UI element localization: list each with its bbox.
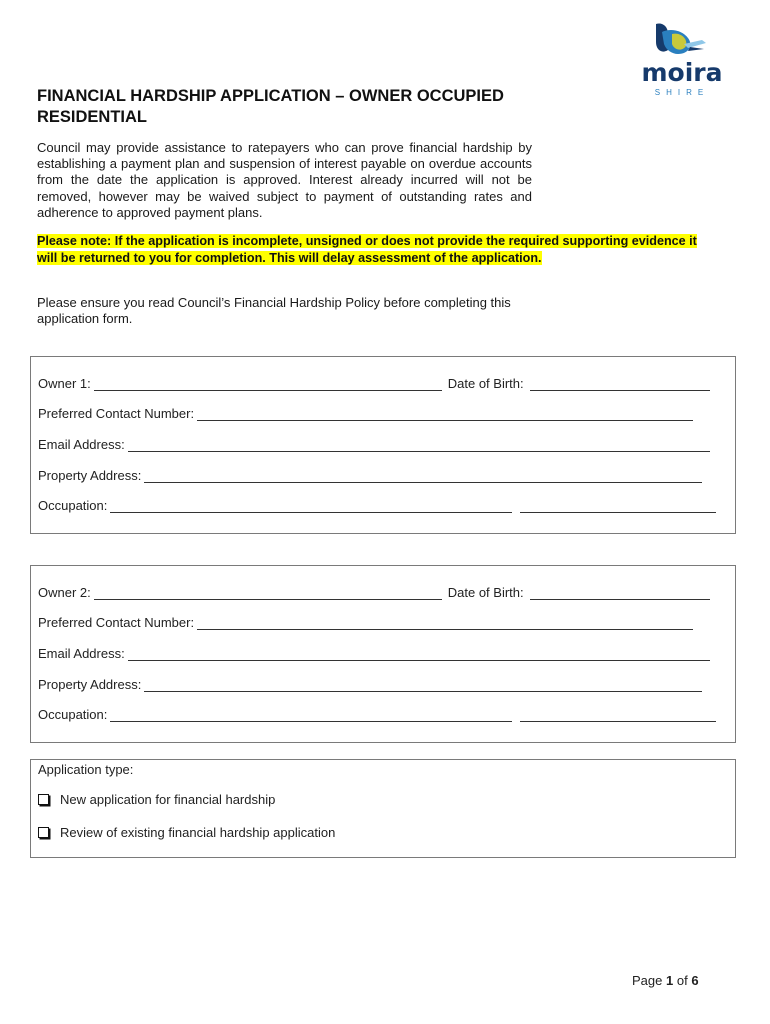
occupation-label: Occupation: [38,707,108,722]
page-title: FINANCIAL HARDSHIP APPLICATION – OWNER OCCUPIED RESIDENTIAL [37,87,504,126]
important-note [37,233,712,267]
email-row [38,643,710,661]
address-row [38,465,702,483]
occupation-field-extra[interactable] [520,709,716,722]
option-label: Review of existing financial hardship application [60,825,336,840]
owner-1-section [30,356,736,534]
owner-name-row [38,582,710,600]
checkbox-icon[interactable] [38,827,49,838]
page-prefix: Page [632,973,663,988]
phone-row [38,612,693,630]
policy-reminder: Please ensure you read Council’s Financial Hardship Policy before completing this application form. [37,295,511,327]
phone-field[interactable] [197,408,693,421]
page-current: 1 [666,973,674,988]
phone-label: Preferred Contact Number: [38,615,195,630]
phone-label: Preferred Contact Number: [38,406,195,421]
logo-wordmark: moira [641,58,723,87]
occupation-row [38,495,716,513]
owner-name-field[interactable] [94,587,442,600]
owner-name-field[interactable] [94,378,442,391]
moira-bird-logo-icon [632,20,732,62]
option-new-application[interactable] [38,792,275,807]
owner-name-label: Owner 2: [38,585,91,600]
application-type-section [30,759,736,858]
owner-2-section [30,565,736,743]
address-label: Property Address: [38,677,142,692]
email-label: Email Address: [38,646,125,661]
logo-subtitle: SHIRE [654,88,710,97]
phone-row [38,403,693,421]
dob-field[interactable] [530,587,710,600]
occupation-field-extra[interactable] [520,500,716,513]
address-row [38,674,702,692]
moira-shire-logo [632,20,732,102]
page-number [632,973,699,988]
address-label: Property Address: [38,468,142,483]
owner-name-row [38,373,710,391]
owner-name-label: Owner 1: [38,376,91,391]
page-total: 6 [691,973,699,988]
occupation-field[interactable] [110,709,512,722]
email-row [38,434,710,452]
address-field[interactable] [144,679,702,692]
email-field[interactable] [128,439,710,452]
application-type-label: Application type: [38,762,134,777]
intro-paragraph: Council may provide assistance to ratepayers who can prove financial hardship by establishing a payment plan and suspension of interest payable on overdue accounts from the date the application is approved. Interest already incurred will not be removed, however may be waived subject to payment of outstanding rates and adherence to approved payment plans. [37,140,532,220]
dob-label: Date of Birth: [447,376,524,391]
occupation-field[interactable] [110,500,512,513]
dob-field[interactable] [530,378,710,391]
checkbox-icon[interactable] [38,794,49,805]
note-text: Please note: If the application is incomplete, unsigned or does not provide the required supporting evidence it will be returned to you for completion. This will delay assessment of the application. [37,234,697,265]
page-of: of [676,973,688,988]
dob-label: Date of Birth: [447,585,524,600]
email-label: Email Address: [38,437,125,452]
email-field[interactable] [128,648,710,661]
option-review-application[interactable] [38,825,335,840]
phone-field[interactable] [197,617,693,630]
option-label: New application for financial hardship [60,792,276,807]
occupation-row [38,704,716,722]
address-field[interactable] [144,470,702,483]
occupation-label: Occupation: [38,498,108,513]
